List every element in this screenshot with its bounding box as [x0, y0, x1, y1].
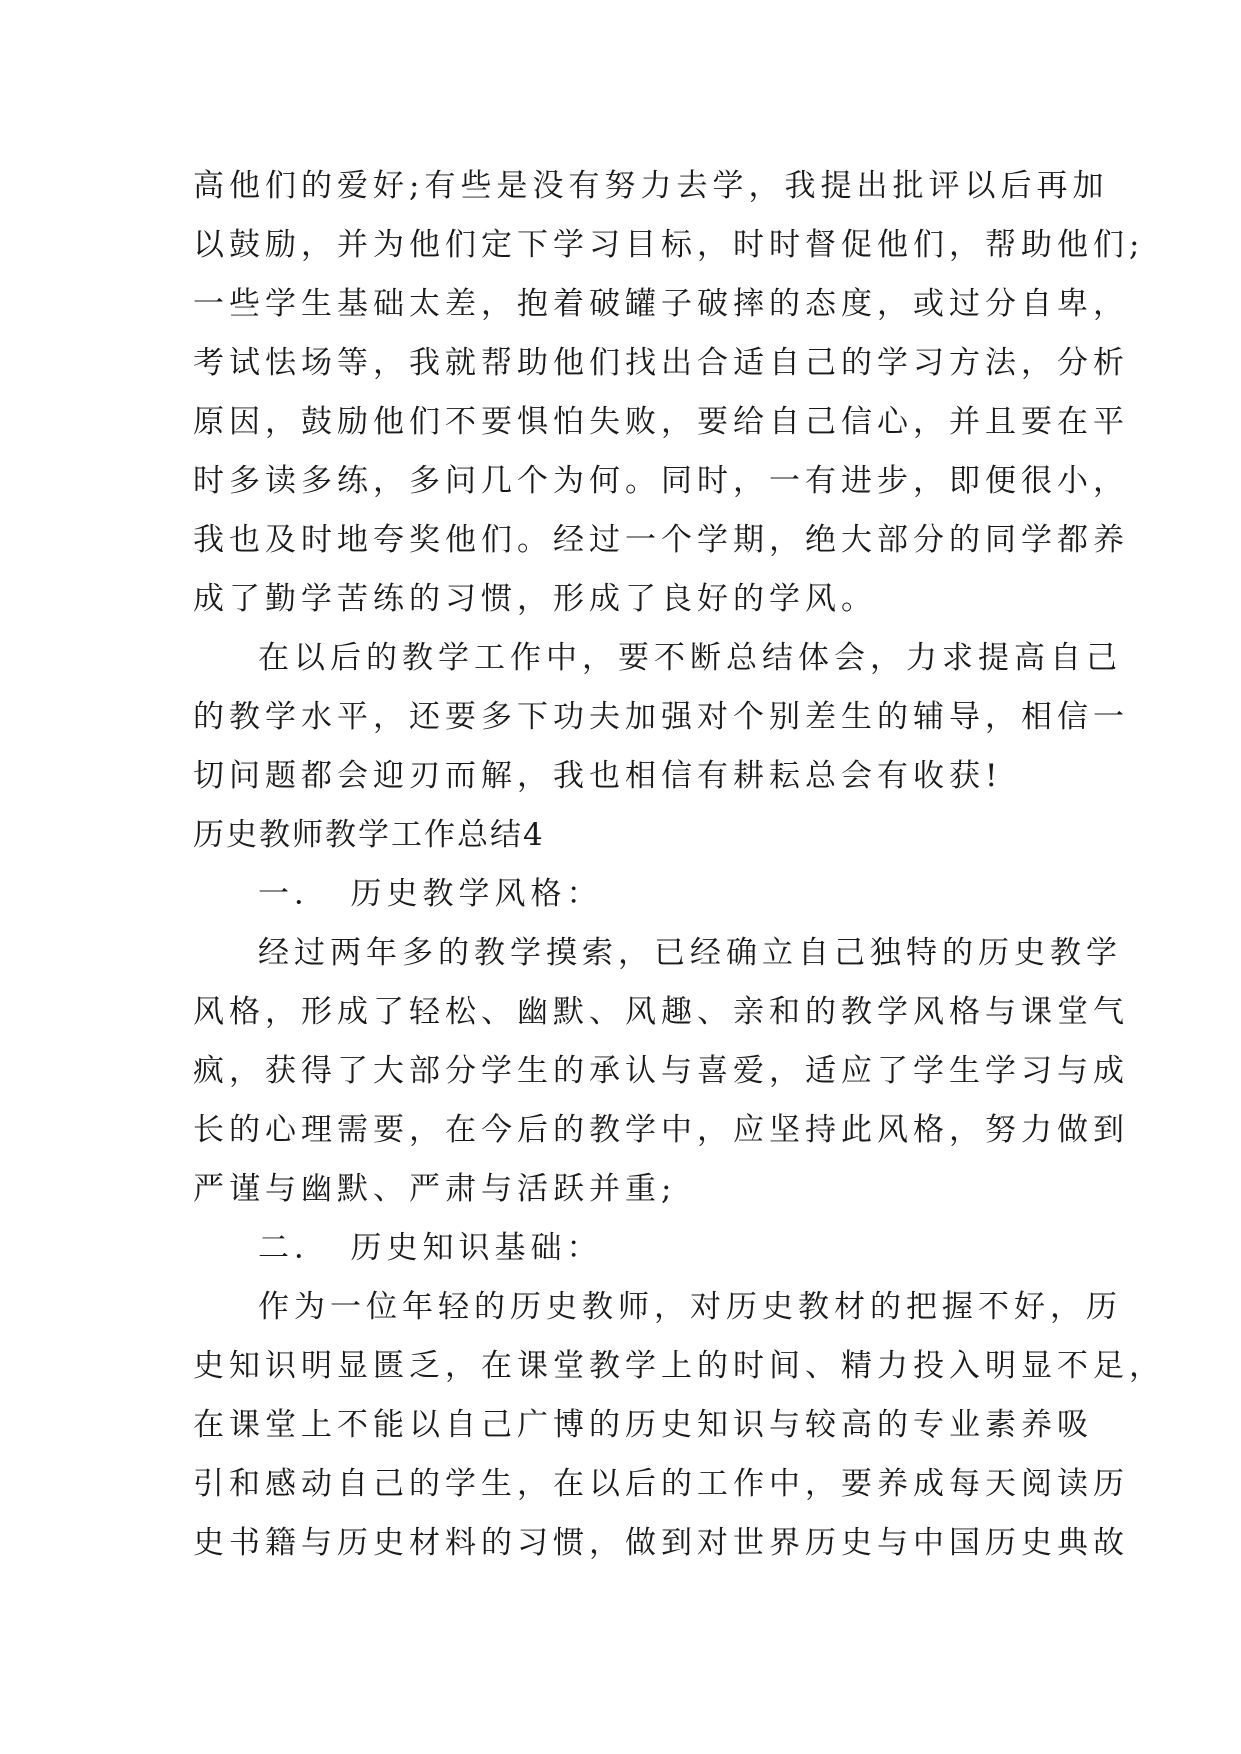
paragraph-line: 我也及时地夸奖他们。经过一个学期，绝大部分的同学都养	[193, 522, 1129, 558]
paragraph-line: 切问题都会迎刃而解，我也相信有耕耘总会有收获!	[193, 758, 1003, 794]
paragraph-line: 的教学水平，还要多下功夫加强对个别差生的辅导，相信一	[193, 699, 1129, 735]
paragraph-line: 作为一位年轻的历史教师，对历史教材的把握不好，历	[258, 1289, 1122, 1325]
paragraph-line: 经过两年多的教学摸索，已经确立自己独特的历史教学	[258, 935, 1122, 971]
paragraph-line: 在以后的教学工作中，要不断总结体会，力求提高自己	[258, 640, 1122, 676]
document-body	[193, 157, 1165, 1573]
subsection-heading: 一． 历史教学风格：	[258, 876, 603, 912]
paragraph-line: 原因，鼓励他们不要惧怕失败，要给自己信心，并且要在平	[193, 404, 1129, 440]
paragraph-line: 引和感动自己的学生，在以后的工作中，要养成每天阅读历	[193, 1466, 1129, 1502]
paragraph-line: 风格，形成了轻松、幽默、风趣、亲和的教学风格与课堂气	[193, 994, 1129, 1030]
paragraph-line: 考试怯场等，我就帮助他们找出合适自己的学习方法，分析	[193, 345, 1129, 381]
paragraph-line: 成了勤学苦练的习惯，形成了良好的学风。	[193, 581, 877, 617]
paragraph-line: 史知识明显匮乏，在课堂教学上的时间、精力投入明显不足，	[193, 1348, 1165, 1384]
paragraph-line: 时多读多练，多问几个为何。同时，一有进步，即便很小，	[193, 463, 1129, 499]
paragraph-line: 史书籍与历史材料的习惯，做到对世界历史与中国历史典故	[193, 1525, 1129, 1561]
paragraph-line: 疯，获得了大部分学生的承认与喜爱，适应了学生学习与成	[193, 1053, 1129, 1089]
section-title: 历史教师教学工作总结4	[193, 817, 545, 853]
paragraph-line: 以鼓励，并为他们定下学习目标，时时督促他们，帮助他们;	[193, 227, 1145, 263]
subsection-heading: 二． 历史知识基础：	[258, 1230, 603, 1266]
paragraph-line: 长的心理需要，在今后的教学中，应坚持此风格，努力做到	[193, 1112, 1129, 1148]
paragraph-line: 在课堂上不能以自己广博的历史知识与较高的专业素养吸	[193, 1407, 1093, 1443]
paragraph-line: 高他们的爱好;有些是没有努力去学，我提出批评以后再加	[193, 168, 1109, 204]
paragraph-line: 严谨与幽默、严肃与活跃并重;	[193, 1171, 677, 1207]
paragraph-line: 一些学生基础太差，抱着破罐子破摔的态度，或过分自卑，	[193, 286, 1129, 322]
